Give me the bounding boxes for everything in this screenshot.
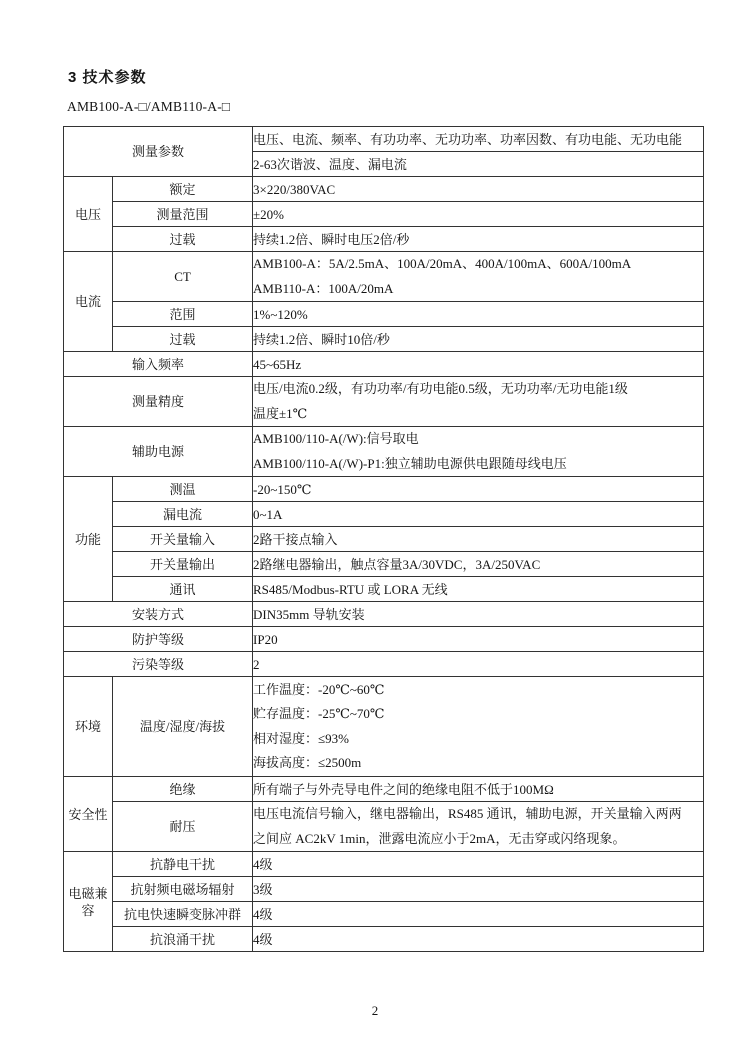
value-cell: 4级 <box>253 927 704 952</box>
value-cell: 3级 <box>253 877 704 902</box>
group-cell: 电压 <box>64 177 113 252</box>
value-cell: 0~1A <box>253 502 704 527</box>
param-cell: 抗射频电磁场辐射 <box>113 877 253 902</box>
param-cell: 测温 <box>113 477 253 502</box>
value-cell <box>253 377 704 427</box>
table-row <box>64 852 704 877</box>
value-cell: 3×220/380VAC <box>253 177 704 202</box>
value-cell: 2-63次谐波、温度、漏电流 <box>253 152 704 177</box>
param-cell: 温度/湿度/海拔 <box>113 677 253 777</box>
value-line: 温度±1℃ <box>253 405 308 421</box>
value-line: 贮存温度：-25℃~70℃ <box>253 706 385 721</box>
table-row <box>64 427 704 477</box>
value-cell: DIN35mm 导轨安装 <box>253 602 704 627</box>
table-row <box>64 602 704 627</box>
table-row <box>64 552 704 577</box>
group-cell: 功能 <box>64 477 113 602</box>
table-row <box>64 477 704 502</box>
param-cell: 开关量输入 <box>113 527 253 552</box>
value-cell: ±20% <box>253 202 704 227</box>
param-cell: 过载 <box>113 227 253 252</box>
value-cell: 持续1.2倍、瞬时电压2倍/秒 <box>253 227 704 252</box>
page-title: 3 技术参数 <box>68 69 147 86</box>
table-row <box>64 527 704 552</box>
param-cell: 测量范围 <box>113 202 253 227</box>
param-cell: 通讯 <box>113 577 253 602</box>
value-cell: 4级 <box>253 902 704 927</box>
value-cell: 2 <box>253 652 704 677</box>
table-row <box>64 902 704 927</box>
value-line: 海拔高度：≤2500m <box>253 755 362 770</box>
param-cell: 额定 <box>113 177 253 202</box>
param-cell: 漏电流 <box>113 502 253 527</box>
table-row <box>64 777 704 802</box>
table-row <box>64 652 704 677</box>
head-cell: 安装方式 <box>64 602 253 627</box>
param-cell: 抗浪涌干扰 <box>113 927 253 952</box>
head-cell: 防护等级 <box>64 627 253 652</box>
table-row <box>64 377 704 427</box>
model-subtitle: AMB100-A-□/AMB110-A-□ <box>67 99 231 114</box>
value-cell: 电压、电流、频率、有功功率、无功功率、功率因数、有功电能、无功电能 <box>253 127 704 152</box>
spec-table <box>63 126 704 952</box>
value-line: AMB100-A：5A/2.5mA、100A/20mA、400A/100mA、600A/100mA <box>253 256 632 271</box>
value-cell: 所有端子与外壳导电件之间的绝缘电阻不低于100MΩ <box>253 777 704 802</box>
table-row <box>64 802 704 852</box>
table-row <box>64 202 704 227</box>
table-row <box>64 327 704 352</box>
param-cell: 过载 <box>113 327 253 352</box>
page-number: 2 <box>371 1003 379 1018</box>
table-row <box>64 302 704 327</box>
param-cell: CT <box>113 252 253 302</box>
table-row <box>64 252 704 302</box>
group-cell: 电磁兼容 <box>64 852 113 952</box>
table-row <box>64 352 704 377</box>
value-cell: 45~65Hz <box>253 352 704 377</box>
group-cell: 环境 <box>64 677 113 777</box>
value-line: AMB110-A：100A/20mA <box>253 280 394 296</box>
param-cell: 开关量输出 <box>113 552 253 577</box>
value-cell <box>253 677 704 777</box>
value-cell: 持续1.2倍、瞬时10倍/秒 <box>253 327 704 352</box>
value-cell <box>253 427 704 477</box>
value-line: 电压电流信号输入，继电器输出，RS485 通讯，辅助电源，开关量输入两两 <box>253 806 682 821</box>
group-cell: 安全性 <box>64 777 113 852</box>
head-cell: 输入频率 <box>64 352 253 377</box>
param-cell: 耐压 <box>113 802 253 852</box>
value-line: 电压/电流0.2级，有功功率/有功电能0.5级，无功功率/无功电能1级 <box>253 381 628 396</box>
table-row <box>64 627 704 652</box>
value-cell: -20~150℃ <box>253 477 704 502</box>
param-cell: 抗静电干扰 <box>113 852 253 877</box>
table-row <box>64 502 704 527</box>
param-cell: 抗电快速瞬变脉冲群 <box>113 902 253 927</box>
table-row <box>64 927 704 952</box>
group-cell: 电流 <box>64 252 113 352</box>
value-line: 工作温度：-20℃~60℃ <box>253 681 385 697</box>
value-cell <box>253 252 704 302</box>
value-cell: RS485/Modbus-RTU 或 LORA 无线 <box>253 577 704 602</box>
value-line: AMB100/110-A(/W):信号取电 <box>253 431 419 446</box>
value-cell: 2路干接点输入 <box>253 527 704 552</box>
value-cell <box>253 802 704 852</box>
value-line: 相对湿度：≤93% <box>253 730 349 746</box>
head-cell: 污染等级 <box>64 652 253 677</box>
head-cell: 测量参数 <box>64 127 253 177</box>
value-line: 之间应 AC2kV 1min，泄露电流应小于2mA，无击穿或闪络现象。 <box>253 830 626 846</box>
value-cell: IP20 <box>253 627 704 652</box>
value-cell: 2路继电器输出，触点容量3A/30VDC，3A/250VAC <box>253 552 704 577</box>
head-cell: 辅助电源 <box>64 427 253 477</box>
table-row <box>64 127 704 152</box>
value-line: AMB100/110-A(/W)-P1:独立辅助电源供电跟随母线电压 <box>253 455 567 471</box>
value-cell: 4级 <box>253 852 704 877</box>
param-cell: 范围 <box>113 302 253 327</box>
head-cell: 测量精度 <box>64 377 253 427</box>
table-row <box>64 177 704 202</box>
value-cell: 1%~120% <box>253 302 704 327</box>
param-cell: 绝缘 <box>113 777 253 802</box>
table-row <box>64 877 704 902</box>
table-row <box>64 577 704 602</box>
table-row <box>64 677 704 777</box>
table-row <box>64 227 704 252</box>
